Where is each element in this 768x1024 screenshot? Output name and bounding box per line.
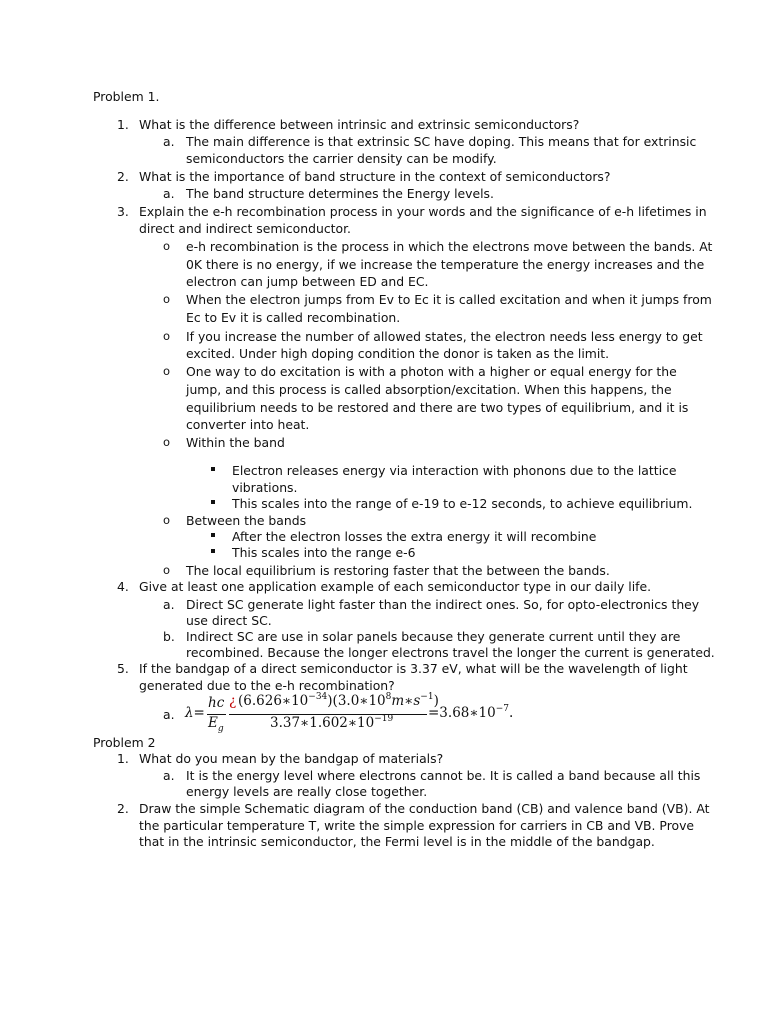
- square-bullet: [211, 549, 215, 553]
- p2-q1-text: What do you mean by the bandgap of materials?: [139, 751, 444, 766]
- q4-answer-a-line: use direct SC.: [186, 613, 272, 628]
- p2-q2-number: 2.: [117, 801, 129, 816]
- q3-bullet-line: e-h recombination is the process in which the electrons move between the bands. At: [186, 239, 713, 254]
- formula-denominator: $3.37∗1.602∗10^{-19}$: [270, 714, 394, 731]
- p2-q2-text-line: the particular temperature T, write the simple expression for carriers in CB and VB. Prove: [139, 818, 695, 833]
- q2-text: What is the importance of band structure in the context of semiconductors?: [139, 169, 611, 184]
- within-band-item-line: vibrations.: [232, 480, 298, 495]
- q2-answer-line: The band structure determines the Energy levels.: [186, 186, 494, 201]
- q4-answer-a-line: Direct SC generate light faster than the indirect ones. So, for opto-electronics they: [186, 597, 700, 612]
- q3-bullet-line: 0K there is no energy, if we increase the temperature the energy increases and the: [186, 257, 705, 272]
- q1-answer-marker: a.: [163, 134, 175, 149]
- between-bands-label: Between the bands: [186, 513, 307, 528]
- bullet-marker: o: [163, 435, 171, 449]
- formula-lambda: λ=: [185, 705, 205, 721]
- formula-hc: hc: [208, 695, 225, 711]
- q3-bullet-line: jump, and this process is called absorption/excitation. When this happens, the: [186, 382, 672, 397]
- q2-number: 2.: [117, 169, 129, 184]
- q2-answer-marker: a.: [163, 186, 175, 201]
- q3-text-line: Explain the e-h recombination process in your words and the significance of e-h lifetimes in: [139, 204, 707, 219]
- problem-1-title: Problem 1.: [93, 89, 160, 104]
- q1-number: 1.: [117, 117, 129, 132]
- q3-bullet-line: equilibrium needs to be restored and there are two types of equilibrium, and it is: [186, 400, 689, 415]
- local-equilibrium-line: The local equilibrium is restoring faster that the between the bands.: [186, 563, 610, 578]
- bullet-marker: o: [163, 364, 171, 378]
- bullet-marker: o: [163, 239, 171, 253]
- p2-q1-number: 1.: [117, 751, 129, 766]
- q3-bullet-line: One way to do excitation is with a photon with a higher or equal energy for the: [186, 364, 677, 379]
- formula-numerator: $(6.626∗10^{-34})(3.0∗10^8m∗s^{-1})$: [238, 692, 439, 709]
- p2-q1-answer-marker: a.: [163, 768, 175, 783]
- q1-answer-line: The main difference is that extrinsic SC have doping. This means that for extrinsic: [186, 134, 697, 149]
- q1-answer-line: semiconductors the carrier density can be modify.: [186, 151, 497, 166]
- q4-answer-b-line: Indirect SC are use in solar panels because they generate current until they are: [186, 629, 681, 644]
- q3-number: 3.: [117, 204, 129, 219]
- q3-bullet-line: Ec to Ev it is called recombination.: [186, 310, 401, 325]
- q5-number: 5.: [117, 661, 129, 676]
- q3-text-line: direct and indirect semiconductor.: [139, 221, 351, 236]
- p2-q1-answer-line: It is the energy level where electrons cannot be. It is called a band because all this: [186, 768, 701, 783]
- p2-q1-answer-line: energy levels are really close together.: [186, 784, 428, 799]
- q5-text-line: If the bandgap of a direct semiconductor is 3.37 eV, what will be the wavelength of light: [139, 661, 688, 676]
- formula-eg: $E_g$: [208, 715, 224, 734]
- q3-bullet-line: electron can jump between ED and EC.: [186, 274, 429, 289]
- q4-answer-b-marker: b.: [163, 629, 175, 644]
- within-band-item-line: This scales into the range of e-19 to e-12 seconds, to achieve equilibrium.: [232, 496, 693, 511]
- formula-result: $=3.68∗10^{-7}$.: [428, 704, 514, 721]
- bullet-marker: o: [163, 329, 171, 343]
- q4-answer-a-marker: a.: [163, 597, 175, 612]
- square-bullet: [211, 467, 215, 471]
- p2-q2-text-line: that in the intrinsic semiconductor, the Fermi level is in the middle of the bandgap.: [139, 834, 655, 849]
- p2-q2-text-line: Draw the simple Schematic diagram of the conduction band (CB) and valence band (VB). At: [139, 801, 710, 816]
- within-band-label: Within the band: [186, 435, 285, 450]
- q1-text: What is the difference between intrinsic and extrinsic semiconductors?: [139, 117, 580, 132]
- between-bands-item: After the electron losses the extra energy it will recombine: [232, 529, 597, 544]
- square-bullet: [211, 500, 215, 504]
- bullet-marker: o: [163, 513, 171, 527]
- q5-text-line: generated due to the e-h recombination?: [139, 678, 395, 693]
- bullet-marker: o: [163, 292, 171, 306]
- q3-bullet-line: When the electron jumps from Ev to Ec it is called excitation and when it jumps from: [186, 292, 712, 307]
- between-bands-item: This scales into the range e-6: [232, 545, 416, 560]
- q4-number: 4.: [117, 579, 129, 594]
- q3-bullet-line: converter into heat.: [186, 417, 310, 432]
- q4-text: Give at least one application example of each semiconductor type in our daily life.: [139, 579, 652, 594]
- square-bullet: [211, 533, 215, 537]
- problem-2-title: Problem 2: [93, 735, 156, 750]
- q3-bullet-line: If you increase the number of allowed states, the electron needs less energy to get: [186, 329, 703, 344]
- q3-bullet-line: excited. Under high doping condition the donor is taken as the limit.: [186, 346, 610, 361]
- formula-inverted-question: ¿: [229, 693, 237, 709]
- q4-answer-b-line: recombined. Because the longer electrons travel the longer the current is generated.: [186, 645, 715, 660]
- q5-answer-marker: a.: [163, 707, 175, 722]
- bullet-marker: o: [163, 563, 171, 577]
- within-band-item-line: Electron releases energy via interaction with phonons due to the lattice: [232, 463, 677, 478]
